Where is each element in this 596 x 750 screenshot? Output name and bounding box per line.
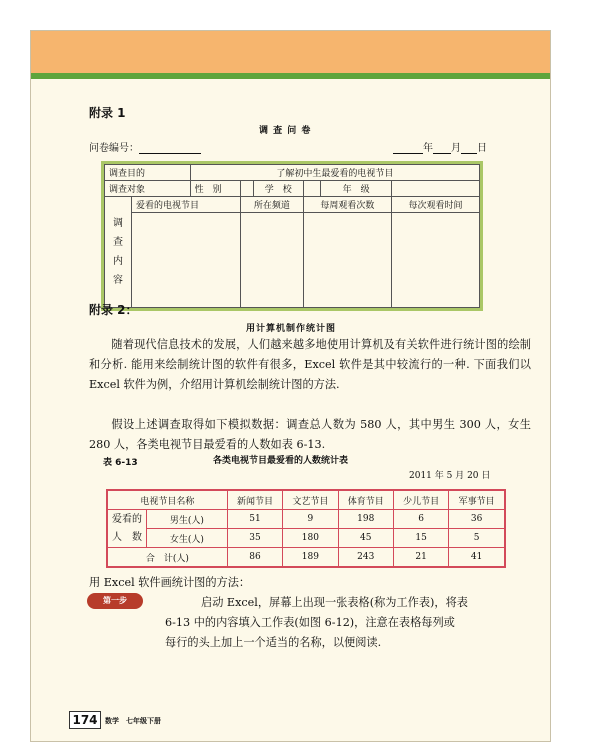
content-char: 容 — [113, 275, 123, 286]
questionnaire-table — [104, 164, 480, 308]
column-program: 爱看的电视节目 — [132, 197, 241, 213]
table-cell: 180 — [283, 529, 338, 548]
questionnaire-number — [89, 139, 201, 154]
year-label: 年 — [423, 143, 433, 154]
table-title: 各类电视节目最爱看的人数统计表 — [213, 456, 349, 466]
row-label: 合 计(人) — [107, 548, 227, 568]
table-cell: 45 — [338, 529, 393, 548]
table-row — [107, 548, 505, 568]
table-cell: 36 — [449, 510, 505, 529]
data-paragraph-text: 假设上述调查取得如下模拟数据：调查总人数为 580 人，其中男生 300 人，女生 280 人，各类电视节目最爱看的人数如表 6-13. — [89, 418, 531, 451]
page-number: 174 — [69, 711, 101, 729]
table-date: 2011 年 5 月 20 日 — [409, 471, 491, 481]
school-label: 学 校 — [253, 181, 303, 197]
column-watch-time: 每次观看时间 — [391, 197, 479, 213]
appendix2-heading: 附录 2： — [89, 303, 138, 317]
group-label-line: 爱看的 — [112, 513, 142, 525]
group-label — [107, 510, 147, 548]
intro-paragraph-text: 随着现代信息技术的发展，人们越来越多地使用计算机及有关软件进行统计图的绘制和分析. 能用来绘制统计图的软件有很多，Excel 软件是其中较流行的一种. 下面我们以 Excel 软件为例，介绍用计算机绘制统计图的方法. — [89, 338, 531, 391]
table-row — [107, 510, 505, 529]
answer-program[interactable] — [132, 213, 241, 308]
table-cell: 9 — [283, 510, 338, 529]
header-cell: 电视节目名称 — [107, 490, 227, 510]
day-label: 日 — [477, 143, 487, 154]
table-cell: 243 — [338, 548, 393, 568]
day-blank — [461, 143, 477, 154]
table-label: 表 6-13 — [103, 458, 138, 468]
gender-label: 性 别 — [190, 181, 240, 197]
textbook-page — [30, 30, 551, 742]
survey-date — [393, 139, 487, 154]
table-cell: 198 — [338, 510, 393, 529]
table-cell: 51 — [227, 510, 282, 529]
table-row — [107, 529, 505, 548]
content-label — [105, 197, 132, 308]
month-label: 月 — [451, 143, 461, 154]
questionnaire-title: 调 查 问 卷 — [259, 126, 312, 136]
grade-field[interactable] — [391, 181, 479, 197]
method-intro: 用 Excel 软件画统计图的方法： — [89, 576, 251, 589]
step-badge: 第一步 — [87, 593, 143, 609]
content-char: 调 — [113, 218, 123, 229]
year-blank — [393, 143, 423, 154]
book-title: 数学 七年级下册 — [105, 717, 161, 725]
table-cell: 15 — [393, 529, 448, 548]
header-cell: 少儿节目 — [393, 490, 448, 510]
group-label-line: 人 数 — [112, 531, 142, 543]
column-weekly-count: 每周观看次数 — [303, 197, 391, 213]
school-field[interactable] — [303, 181, 321, 197]
content-char: 内 — [113, 256, 123, 267]
table-header-row — [107, 490, 505, 510]
step-text-line: 每行的头上加上一个适当的名称，以便阅读. — [165, 636, 382, 649]
subject-label: 调查对象 — [105, 181, 191, 197]
program-stats-table — [106, 489, 506, 568]
grade-label: 年 级 — [321, 181, 391, 197]
column-channel: 所在频道 — [240, 197, 303, 213]
answer-channel[interactable] — [240, 213, 303, 308]
table-cell: 35 — [227, 529, 282, 548]
questionnaire-number-blank — [139, 143, 201, 154]
appendix2-title: 用计算机制作统计图 — [246, 324, 337, 334]
purpose-label: 调查目的 — [105, 165, 191, 181]
row-label: 男生(人) — [147, 510, 228, 529]
table-cell: 5 — [449, 529, 505, 548]
questionnaire-number-label: 问卷编号： — [89, 143, 139, 154]
answer-watch-time[interactable] — [391, 213, 479, 308]
data-paragraph — [89, 415, 531, 455]
content-char: 查 — [113, 237, 123, 248]
header-band — [31, 31, 550, 73]
purpose-value: 了解初中生最爱看的电视节目 — [190, 165, 479, 181]
intro-paragraph — [89, 335, 531, 395]
table-cell: 86 — [227, 548, 282, 568]
header-cell: 体育节目 — [338, 490, 393, 510]
appendix1-heading: 附录 1 — [89, 106, 126, 120]
header-cell: 军事节目 — [449, 490, 505, 510]
step-text-line: 启动 Excel，屏幕上出现一张表格(称为工作表)，将表 — [201, 596, 468, 609]
table-cell: 6 — [393, 510, 448, 529]
row-label: 女生(人) — [147, 529, 228, 548]
gender-field[interactable] — [240, 181, 253, 197]
month-blank — [433, 143, 451, 154]
step-text-line: 6-13 中的内容填入工作表(如图 6-12)，注意在表格每列或 — [165, 616, 455, 629]
header-cell: 文艺节目 — [283, 490, 338, 510]
table-cell: 41 — [449, 548, 505, 568]
header-rule — [31, 73, 550, 79]
table-cell: 189 — [283, 548, 338, 568]
questionnaire-box — [101, 161, 483, 311]
answer-weekly-count[interactable] — [303, 213, 391, 308]
header-cell: 新闻节目 — [227, 490, 282, 510]
table-cell: 21 — [393, 548, 448, 568]
